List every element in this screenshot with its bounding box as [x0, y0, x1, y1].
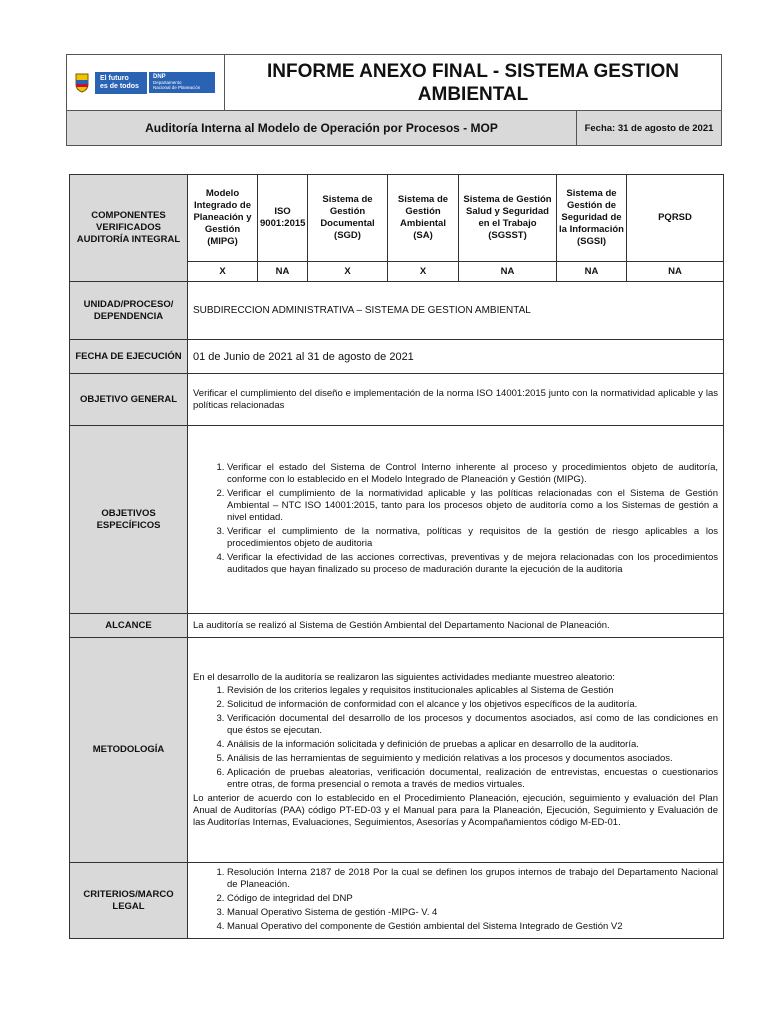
logo-dnp1: DNP [153, 74, 166, 80]
metodologia-value [188, 638, 724, 863]
audit-table [69, 174, 724, 939]
objetivo-row [70, 374, 724, 426]
list-item: 3. Verificación documental del desarrollo de los procesos y documentos asociados, así como de las condiciones en que éstos se ejecutan. [227, 713, 718, 737]
colombia-shield-icon [75, 73, 89, 93]
especificos-label: OBJETIVOS ESPECÍFICOS [70, 426, 188, 614]
alcance-row [70, 614, 724, 638]
especificos-row [70, 426, 724, 614]
component-mark: NA [258, 262, 308, 282]
unidad-label: UNIDAD/PROCESO/ DEPENDENCIA [70, 282, 188, 340]
component-mark: X [388, 262, 459, 282]
component-mark: X [308, 262, 388, 282]
component-col-iso9001: ISO 9001:2015 [258, 175, 308, 262]
metodologia-label: METODOLOGÍA [70, 638, 188, 863]
component-mark: NA [459, 262, 557, 282]
criterios-label: CRITERIOS/MARCO LEGAL [70, 863, 188, 939]
component-col-pqrsd: PQRSD [627, 175, 724, 262]
list-item: 4. Manual Operativo del componente de Gestión ambiental del Sistema Integrado de Gestión V2 [227, 921, 718, 933]
list-item: 4. Análisis de la información solicitada y definición de pruebas a aplicar en desarrollo de la auditoría. [227, 739, 718, 751]
objetivo-label: OBJETIVO GENERAL [70, 374, 188, 426]
metodologia-row [70, 638, 724, 863]
list-item: 6. Aplicación de pruebas aleatorias, verificación documental, realización de entrevistas, encuestas o cuestionarios entre otras, de forma presencial o remota a través de medios virtuales. [227, 767, 718, 791]
criterios-value [188, 863, 724, 939]
component-col-sgsst: Sistema de Gestión Salud y Seguridad en el Trabajo (SGSST) [459, 175, 557, 262]
component-mark: NA [627, 262, 724, 282]
logo-cell [67, 55, 225, 111]
list-item: 1. Resolución Interna 2187 de 2018 Por la cual se definen los grupos internos de trabajo del Departamento Nacional de Planeación. [227, 867, 718, 891]
metodologia-closing: Lo anterior de acuerdo con lo establecido en el Procedimiento Planeación, ejecución, seguimiento y evaluación del Plan Anual de Auditorías (PAA) código PT-ED-03 y el Manual para para la Planeación, Ejecución, Seguimiento y Evaluación de las Auditorías Internas, Evaluaciones, Seguimientos, Asesorías y Acompañamientos código M-ED-01. [193, 792, 718, 828]
report-date: Fecha: 31 de agosto de 2021 [577, 111, 722, 146]
list-item: 3. Verificar el cumplimiento de la normativa, políticas y requisitos de la gestión de riesgo aplicables a los procedimientos objeto de auditoria [227, 526, 718, 550]
objetivo-value: Verificar el cumplimiento del diseño e implementación de la norma ISO 14001:2015 junto con la normatividad aplicable y las políticas relacionadas [188, 374, 724, 426]
metodologia-intro: En el desarrollo de la auditoría se realizaron las siguientes actividades mediante muestreo aleatorio: [193, 671, 615, 683]
list-item: 2. Verificar el cumplimiento de la normatividad aplicable y las políticas relacionadas con el Sistema de Gestión Ambiental – NTC ISO 14001:2015, tanto para los procesos objeto de auditoría como a los Sistemas de gestión a nivel entidad. [227, 488, 718, 524]
criterios-list [193, 867, 718, 933]
list-item: 2. Código de integridad del DNP [227, 893, 718, 905]
fecha-value: 01 de Junio de 2021 al 31 de agosto de 2021 [188, 340, 724, 374]
logo-slogan [95, 72, 147, 94]
report-header [66, 54, 722, 146]
logo-dnp [149, 72, 215, 93]
unidad-row [70, 282, 724, 340]
component-col-sgd: Sistema de Gestión Documental (SGD) [308, 175, 388, 262]
alcance-value: La auditoría se realizó al Sistema de Gestión Ambiental del Departamento Nacional de Planeación. [188, 614, 724, 638]
dnp-logo [67, 55, 224, 110]
component-mark: X [188, 262, 258, 282]
component-mark: NA [557, 262, 627, 282]
components-header-row [70, 175, 724, 262]
metodologia-list [193, 685, 718, 791]
list-item: 4. Verificar la efectividad de las acciones correctivas, preventivas y de mejora relacionadas con los procedimientos auditados que hayan finalizado su proceso de maduración durante la ejecución de la auditoria [227, 552, 718, 576]
logo-dnp2: Departamento [153, 80, 182, 85]
list-item: 1. Verificar el estado del Sistema de Control Interno inherente al proceso y procedimientos objeto de auditoría, conforme con lo establecido en el Modelo Integrado de Planeación y Gestión (MIPG). [227, 462, 718, 486]
alcance-label: ALCANCE [70, 614, 188, 638]
criterios-row [70, 863, 724, 939]
list-item: 5. Análisis de las herramientas de seguimiento y medición relativas a los procesos y documentos asociados. [227, 753, 718, 765]
unidad-value: SUBDIRECCION ADMINISTRATIVA – SISTEMA DE GESTION AMBIENTAL [188, 282, 724, 340]
logo-line2: es de todos [100, 82, 139, 90]
fecha-row [70, 340, 724, 374]
fecha-label: FECHA DE EJECUCIÓN [70, 340, 188, 374]
report-title: INFORME ANEXO FINAL - SISTEMA GESTION AMBIENTAL [225, 55, 722, 111]
component-col-mipg: Modelo Integrado de Planeación y Gestión (MIPG) [188, 175, 258, 262]
components-label: COMPONENTES VERIFICADOS AUDITORÍA INTEGRAL [70, 175, 188, 282]
list-item: 3. Manual Operativo Sistema de gestión -MIPG- V. 4 [227, 907, 718, 919]
report-subtitle: Auditoría Interna al Modelo de Operación por Procesos - MOP [67, 111, 577, 146]
component-col-sa: Sistema de Gestión Ambiental (SA) [388, 175, 459, 262]
especificos-value [188, 426, 724, 614]
list-item: 1. Revisión de los criterios legales y requisitos institucionales aplicables al Sistema de Gestión [227, 685, 718, 697]
especificos-list [193, 462, 718, 576]
logo-line1: El futuro [100, 74, 129, 82]
component-col-sgsi: Sistema de Gestión de Seguridad de la Información (SGSI) [557, 175, 627, 262]
list-item: 2. Solicitud de información de conformidad con el alcance y los objetivos específicos de la auditoría. [227, 699, 718, 711]
logo-dnp3: Nacional de Planeación [153, 85, 201, 90]
